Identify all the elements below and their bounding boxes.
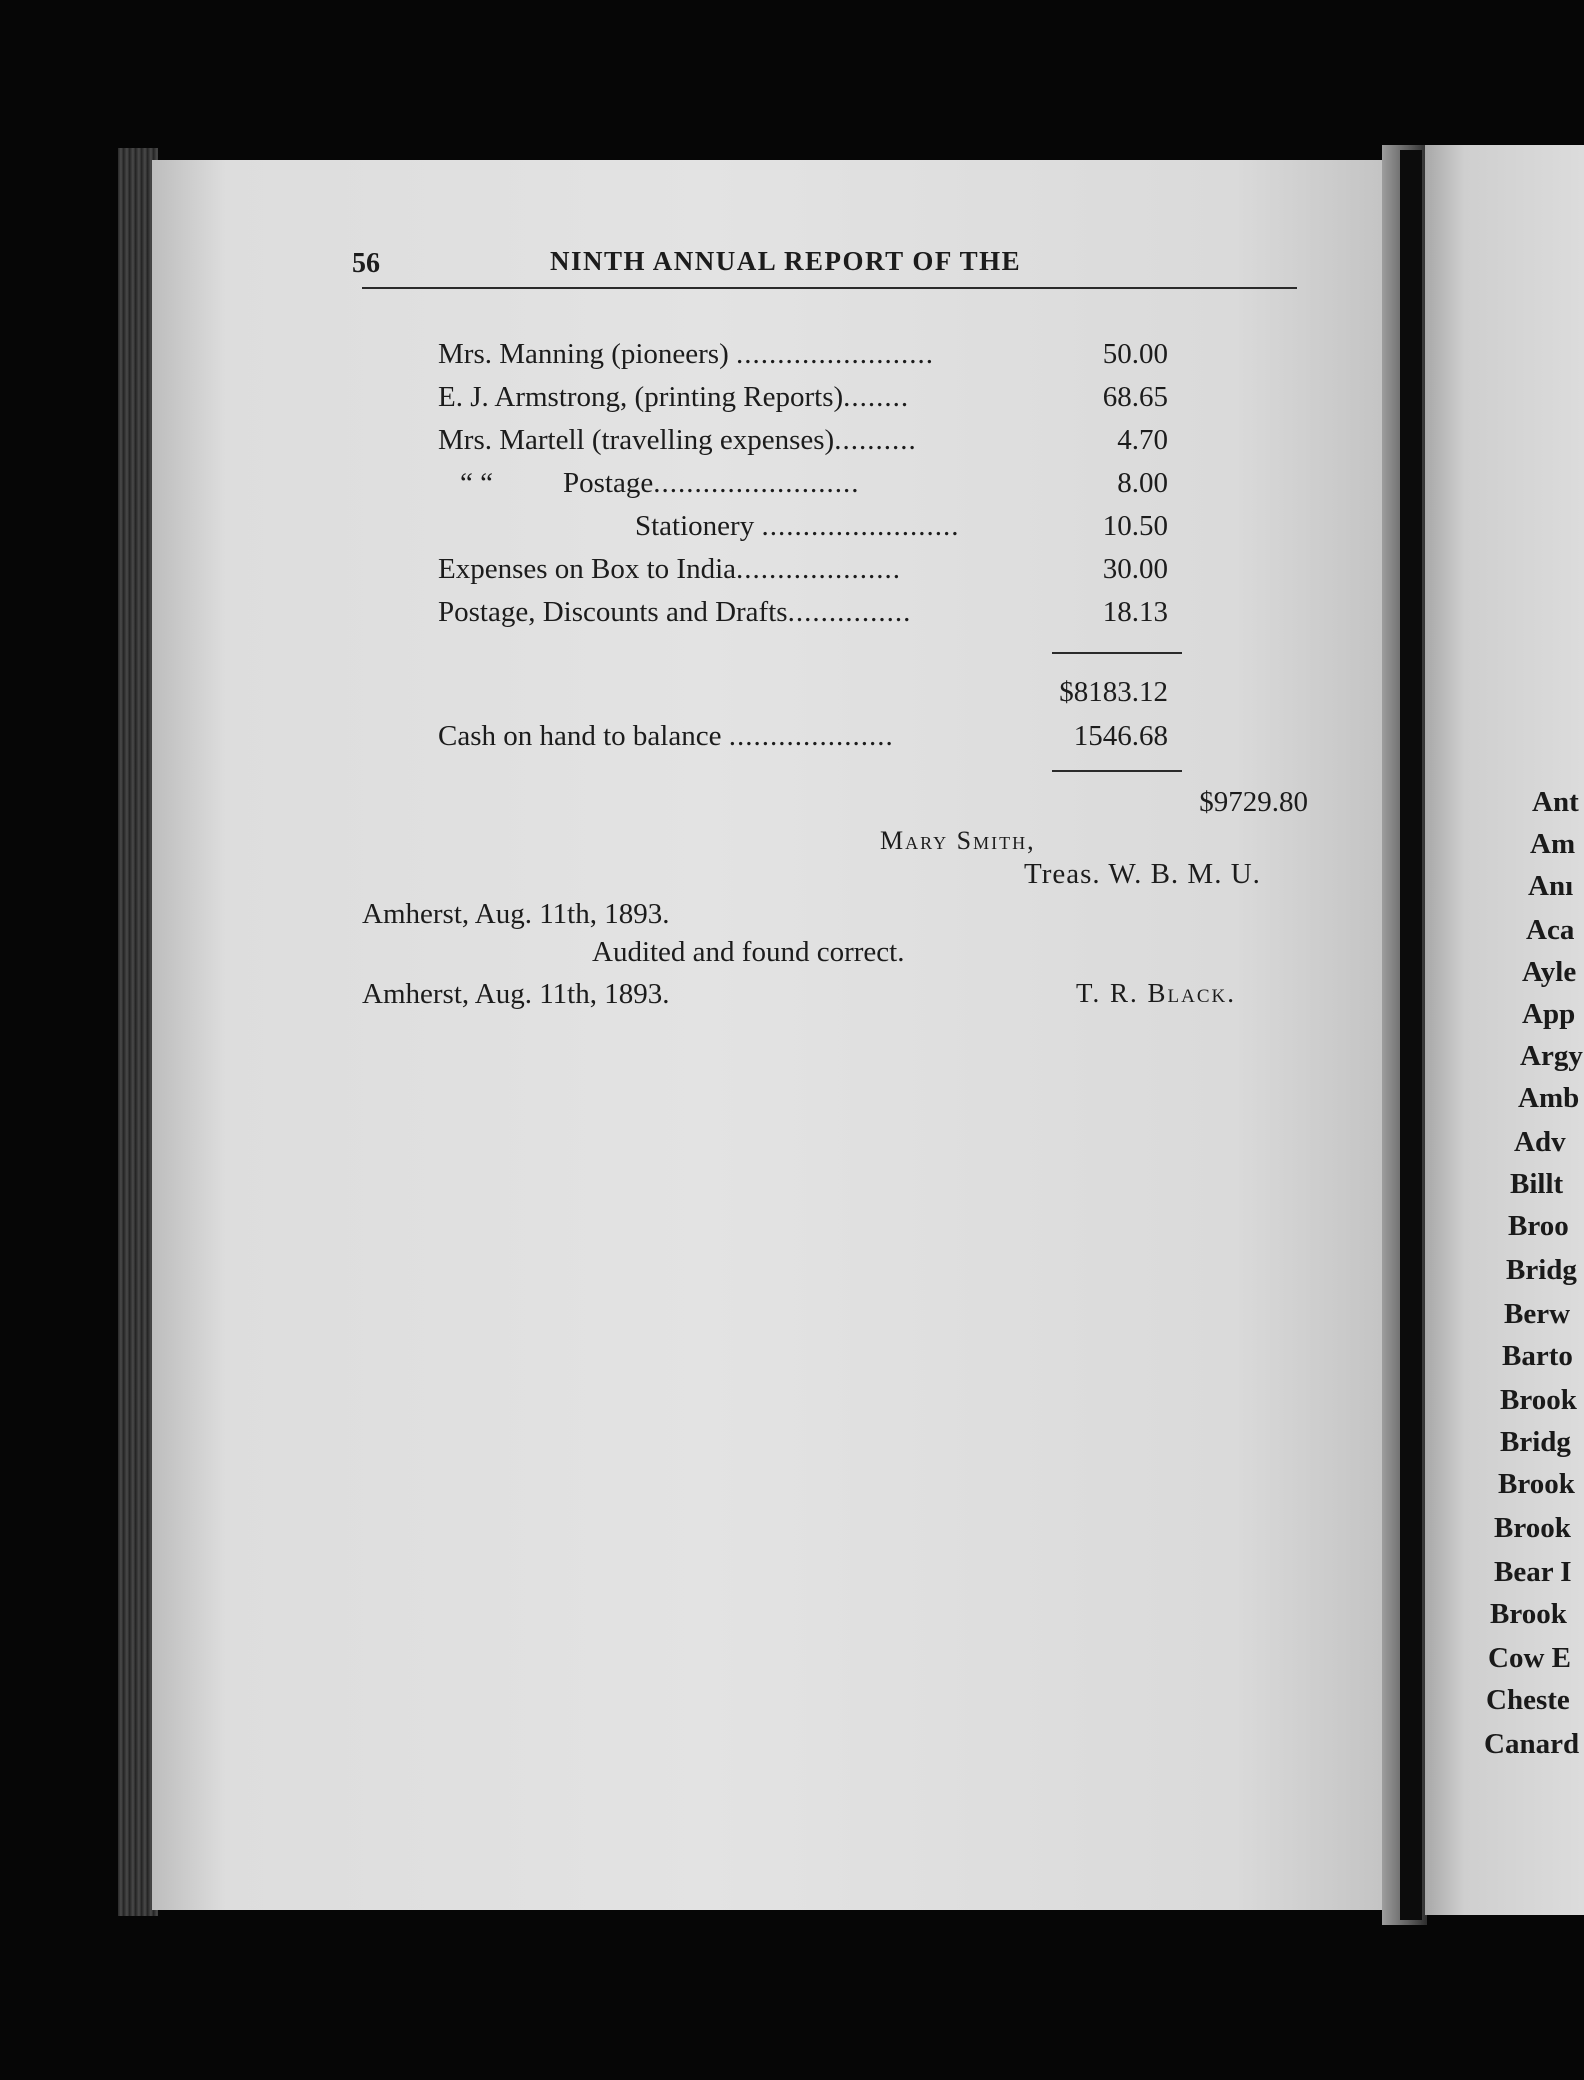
- ledger-row: [438, 467, 1168, 507]
- leader-dots: ..........: [834, 424, 917, 456]
- left-page: [152, 160, 1382, 1910]
- entry-amount: 68.65: [1102, 381, 1168, 413]
- signer-title: Treas. W. B. M. U.: [1024, 858, 1261, 890]
- header-rule: [362, 287, 1297, 289]
- facing-page-fragment: Brook: [1490, 1598, 1567, 1630]
- ledger-row: [438, 424, 1168, 464]
- leader-dots: .........................: [653, 467, 860, 499]
- facing-page-fragment: Bridg: [1500, 1426, 1571, 1458]
- facing-page-fragment: Aca: [1526, 914, 1575, 946]
- facing-page-fragment: Barto: [1502, 1340, 1573, 1372]
- facing-page-fragment: Cow E: [1488, 1642, 1571, 1674]
- place-date: Amherst, Aug. 11th, 1893.: [362, 898, 670, 930]
- facing-page-fragment: Anı: [1528, 870, 1574, 902]
- subtotal-rule: [1052, 652, 1182, 654]
- leader-dots: ...............: [787, 596, 912, 628]
- facing-page-fragment: Adv: [1514, 1126, 1566, 1158]
- facing-page-fragment: Am: [1530, 828, 1576, 860]
- entry-amount: 18.13: [1102, 596, 1168, 628]
- ledger-row: [438, 338, 1168, 378]
- entry-label: E. J. Armstrong, (printing Reports): [438, 381, 844, 413]
- entry-label: Mrs. Martell (travelling expenses): [438, 424, 835, 456]
- leader-dots: ........................: [761, 510, 960, 542]
- cash-on-hand-amount: 1546.68: [1073, 720, 1168, 752]
- ledger-row: [438, 510, 1168, 550]
- entry-amount: 50.00: [1102, 338, 1168, 370]
- entry-label: Mrs. Manning (pioneers): [438, 338, 729, 370]
- entry-label: Stationery: [635, 510, 755, 542]
- facing-page-fragment: Billt: [1510, 1168, 1564, 1200]
- auditor-name: T. R. Black.: [1076, 978, 1236, 1008]
- entry-label: Expenses on Box to India: [438, 553, 737, 585]
- entry-label: Postage, Discounts and Drafts: [438, 596, 788, 628]
- facing-page-fragment: Argy: [1520, 1040, 1583, 1072]
- facing-page-fragment: Brook: [1494, 1512, 1571, 1544]
- ledger-row: [438, 596, 1168, 636]
- ledger-row: [438, 381, 1168, 421]
- book-spine-shadow: [1400, 150, 1422, 1920]
- facing-page-fragment: Brook: [1498, 1468, 1575, 1500]
- entry-amount: 4.70: [1117, 424, 1168, 456]
- ledger-row: [438, 553, 1168, 593]
- signer-name: Mary Smith,: [880, 826, 1036, 855]
- facing-page-fragment: Amb: [1518, 1082, 1580, 1114]
- grand-total-rule: [1052, 770, 1182, 772]
- cash-on-hand-label: Cash on hand to balance ....................: [438, 720, 894, 752]
- facing-page-fragment: App: [1522, 998, 1576, 1030]
- facing-page-fragment: Canard: [1484, 1728, 1580, 1760]
- entry-label: Postage: [563, 467, 654, 499]
- subtotal-amount: $8183.12: [1059, 676, 1168, 708]
- running-head: NINTH ANNUAL REPORT OF THE: [550, 246, 1022, 276]
- leader-dots: ........: [843, 381, 910, 413]
- leader-dots: ........................: [736, 338, 935, 370]
- facing-page-fragment: Brook: [1500, 1384, 1577, 1416]
- ditto-marks: “ “: [460, 467, 493, 499]
- facing-page-fragment: Ayle: [1522, 956, 1577, 988]
- audit-note: Audited and found correct.: [592, 936, 905, 968]
- entry-amount: 10.50: [1102, 510, 1168, 542]
- entry-amount: 8.00: [1117, 467, 1168, 499]
- facing-page-fragment: Ant: [1532, 786, 1579, 818]
- page-number: 56: [352, 248, 380, 279]
- facing-page-fragment: Bridg: [1506, 1254, 1577, 1286]
- leader-dots: ....................: [736, 553, 902, 585]
- place-date: Amherst, Aug. 11th, 1893.: [362, 978, 670, 1010]
- facing-page-fragment: Bear I: [1494, 1556, 1572, 1588]
- grand-total-amount: $9729.80: [1199, 786, 1308, 818]
- leader-dots: ....................: [728, 720, 894, 752]
- entry-amount: 30.00: [1102, 553, 1168, 585]
- facing-page-fragment: Berw: [1504, 1298, 1571, 1330]
- facing-page-fragment: Cheste: [1486, 1684, 1570, 1716]
- facing-page-fragment: Broo: [1508, 1210, 1569, 1242]
